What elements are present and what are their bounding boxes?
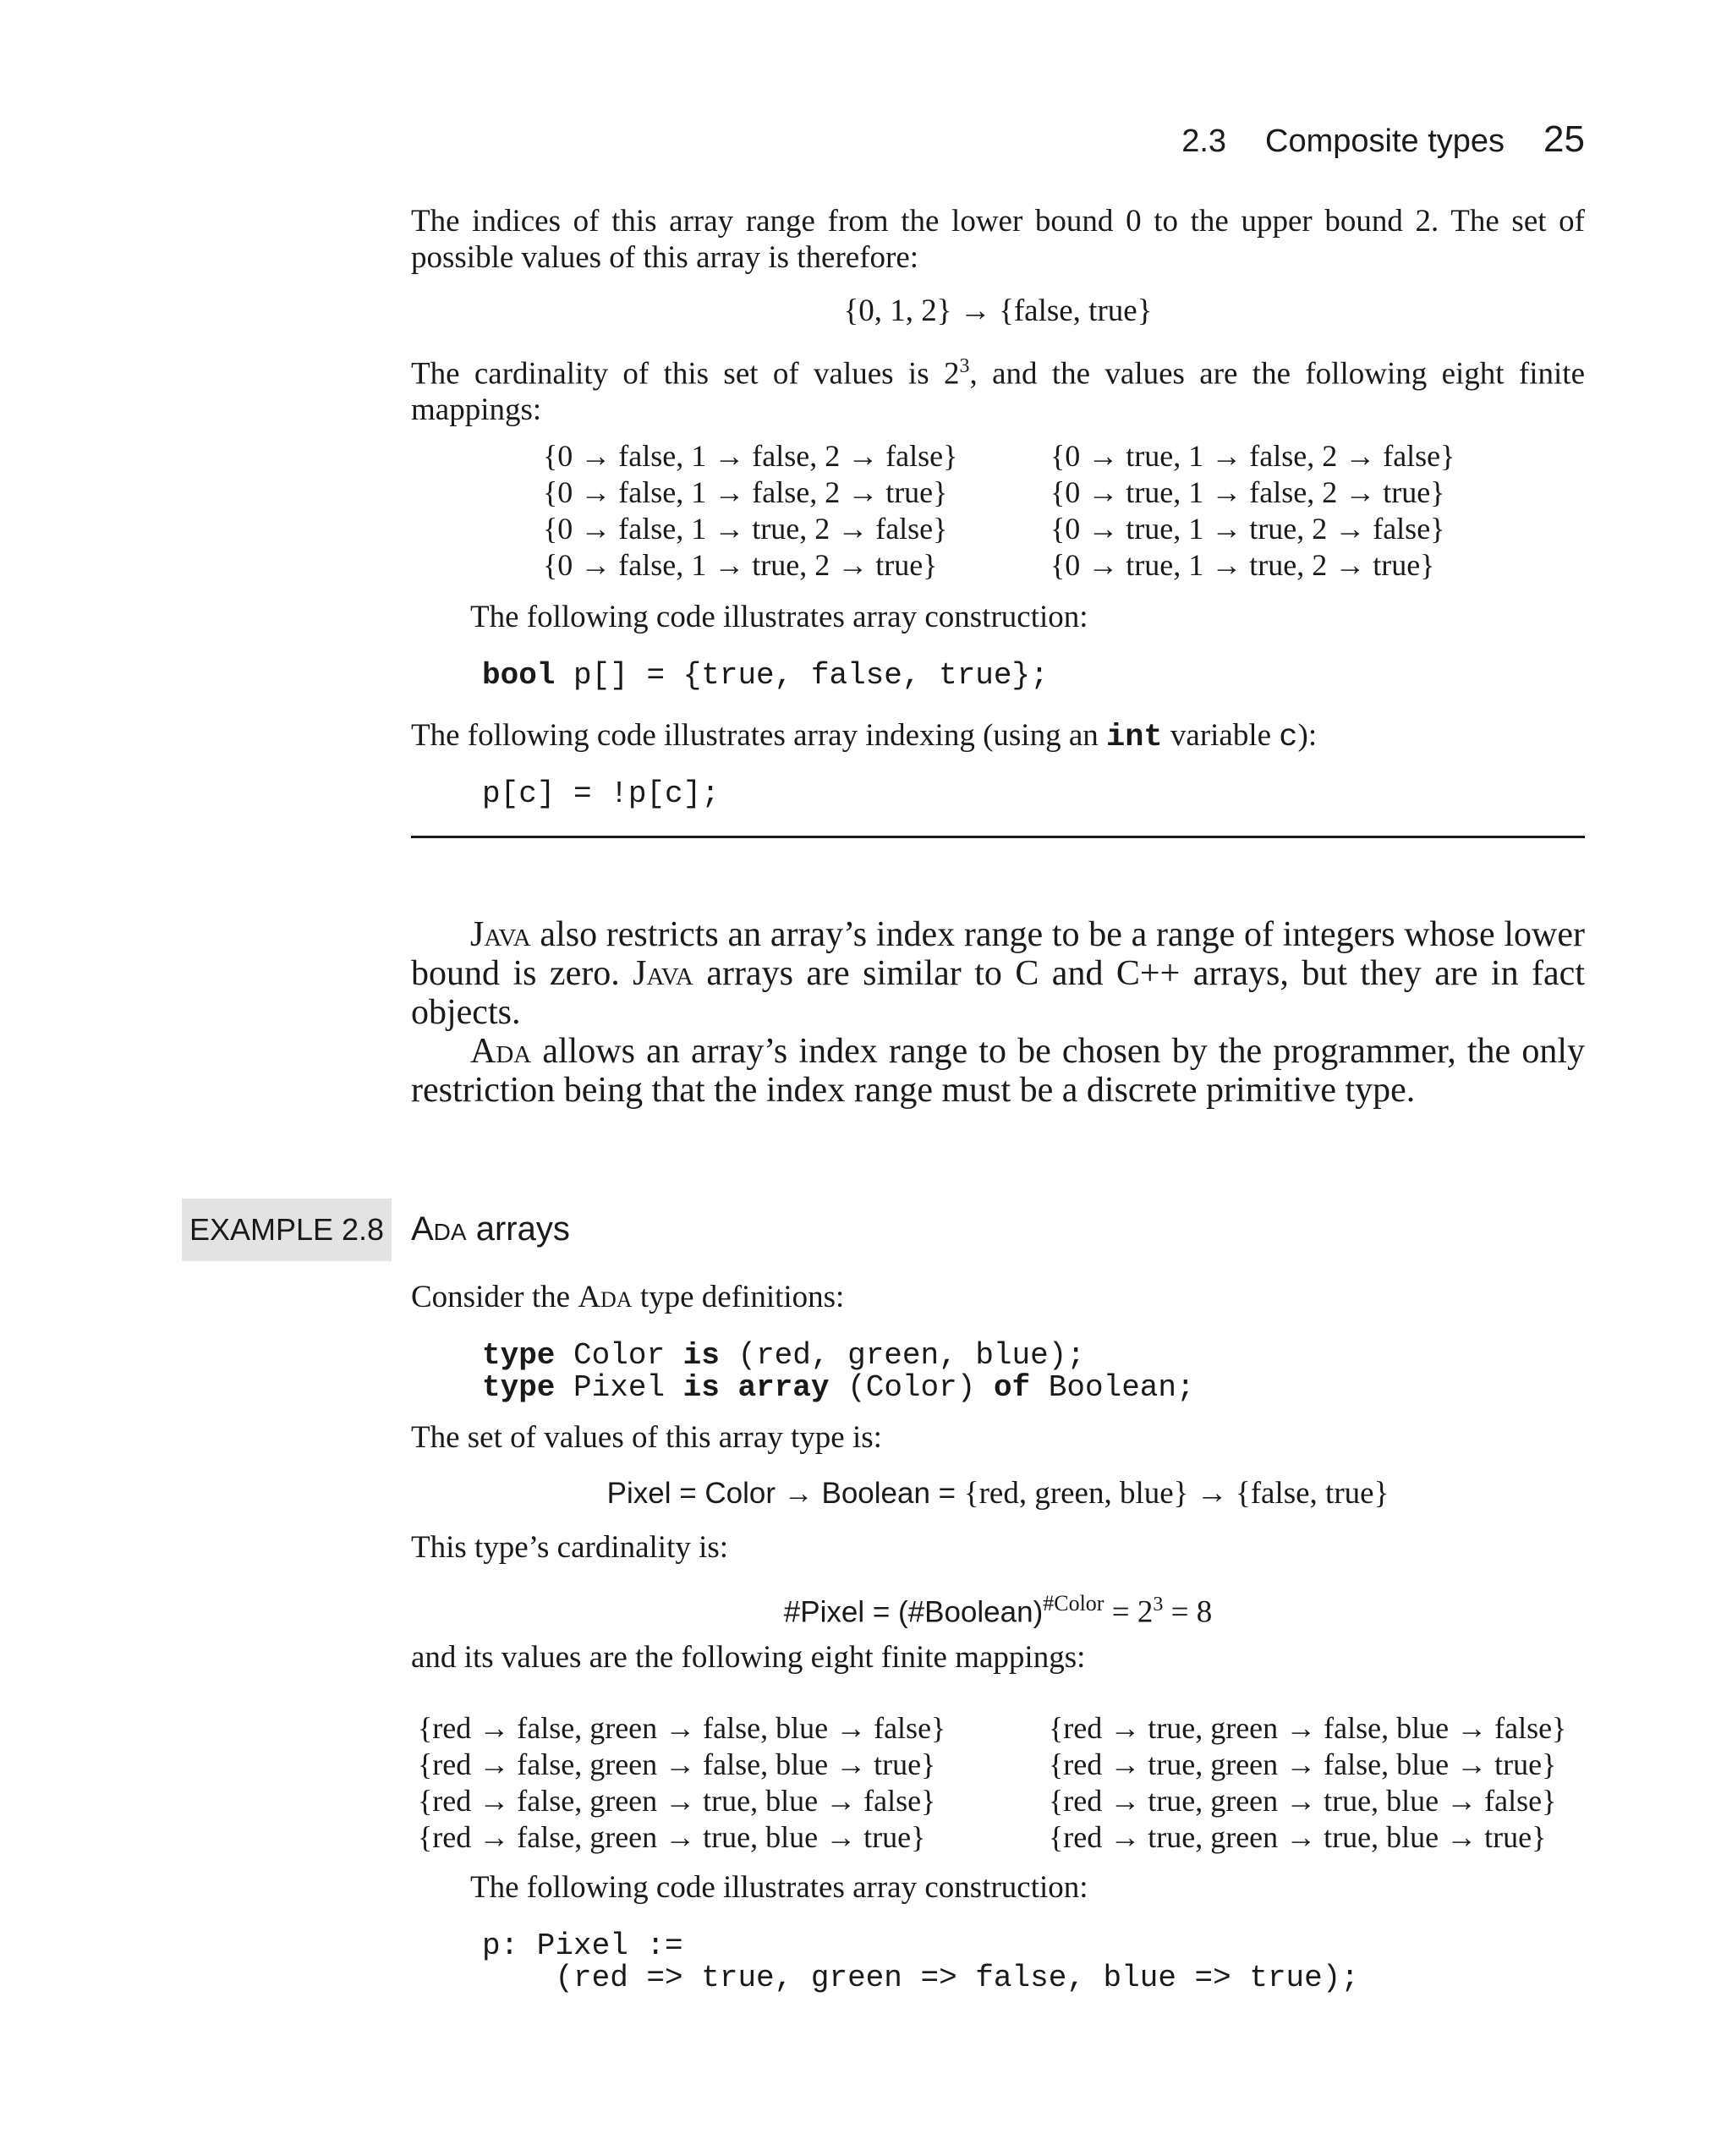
example-title-lang: Ada <box>411 1210 467 1248</box>
code-line: p: Pixel := <box>482 1928 683 1963</box>
cardinality-rhs-exp: 3 <box>1153 1594 1164 1616</box>
mapping-list <box>543 438 1455 584</box>
lang-name: Java <box>633 954 693 993</box>
example-label: EXAMPLE 2.8 <box>182 1199 392 1261</box>
code-keyword: type <box>482 1370 556 1405</box>
cardinality-sup: #Color <box>1043 1591 1104 1616</box>
cardinality-text: The cardinality of this set of values is 2 <box>411 356 960 392</box>
indexing-text-post: ): <box>1297 718 1318 753</box>
construction-text-ada: The following code illustrates array construction: <box>470 1870 1088 1905</box>
consider-text-post: type definitions: <box>632 1280 845 1314</box>
mapping-item: {red → true, green → true, blue → false} <box>1049 1784 1557 1818</box>
code-text: (Color) <box>829 1370 994 1405</box>
mapping-item: {red → true, green → false, blue → true} <box>1049 1747 1557 1781</box>
code-text: Color <box>555 1338 683 1373</box>
mapping-item: {0 → true, 1 → true, 2 → false} <box>1050 512 1445 546</box>
java-text-1: also restricts an array’s index range to be a range of integers whose lower bound is zero. <box>411 915 1585 993</box>
values-text: and its values are the following eight finite mappings: <box>411 1640 1086 1675</box>
set-text: The set of values of this array type is: <box>411 1420 882 1455</box>
mapping-item: {0 → true, 1 → false, 2 → true} <box>1050 475 1445 509</box>
code-construction <box>482 660 1049 692</box>
set-expr-types: Pixel = Color → Boolean = <box>606 1477 964 1510</box>
code-keyword: array <box>737 1370 830 1405</box>
inline-code-keyword: int <box>1106 720 1163 755</box>
mapping-item: {red → true, green → true, blue → true} <box>1049 1820 1547 1854</box>
inline-code-var: c <box>1279 720 1298 755</box>
code-line <box>482 1340 1195 1372</box>
code-keyword: bool <box>482 658 556 693</box>
cardinality-lhs: #Pixel = (#Boolean) <box>783 1595 1044 1629</box>
lang-name: Java <box>470 915 531 954</box>
cardinality-paragraph <box>411 348 1585 428</box>
lang-name: Ada <box>470 1032 532 1071</box>
mapping-item: {0 → false, 1 → false, 2 → false} <box>543 439 958 473</box>
cardinality-exponent: 3 <box>959 355 970 377</box>
mapping-item: {red → false, green → true, blue → true} <box>418 1820 926 1854</box>
cardinality-text-ada: This type’s cardinality is: <box>411 1530 729 1565</box>
consider-text: Consider the <box>411 1280 578 1314</box>
set-expr-values: {red, green, blue} → {false, true} <box>963 1476 1389 1511</box>
mapping-list-ada <box>418 1710 1566 1856</box>
mapping-item: {0 → true, 1 → true, 2 → true} <box>1050 548 1435 582</box>
ada-paragraph <box>411 1032 1585 1110</box>
cardinality-rhs-post: = 8 <box>1163 1594 1213 1630</box>
code-text: p[] = {true, false, true}; <box>555 658 1049 693</box>
java-paragraph <box>411 915 1585 1032</box>
code-indexing: p[c] = !p[c]; <box>482 776 720 811</box>
example-title <box>411 1210 570 1248</box>
code-text: Pixel <box>555 1370 683 1405</box>
cardinality-expression <box>411 1585 1585 1630</box>
mapping-item: {0 → false, 1 → false, 2 → true} <box>543 475 948 509</box>
code-text: Boolean; <box>1030 1370 1195 1405</box>
section-title: Composite types <box>1265 123 1505 159</box>
mapping-item: {red → false, green → true, blue → false} <box>418 1784 936 1818</box>
code-keyword: is <box>682 1338 720 1373</box>
indexing-text: The following code illustrates array indexing (using an <box>411 718 1107 753</box>
indexing-text-mid: variable <box>1162 718 1280 753</box>
section-number: 2.3 <box>1181 123 1227 159</box>
mapping-item: {red → true, green → false, blue → false} <box>1049 1711 1567 1745</box>
java-text-2: arrays are similar to C and C++ arrays, but they are in fact objects. <box>411 954 1585 1032</box>
code-text <box>720 1370 738 1405</box>
set-expression-text: {0, 1, 2} → {false, true} <box>843 294 1153 328</box>
mapping-item: {0 → true, 1 → false, 2 → false} <box>1050 439 1455 473</box>
construction-text: The following code illustrates array construction: <box>470 600 1088 634</box>
intro-paragraph: The indices of this array range from the lower bound 0 to the upper bound 2. The set of possible values of this array is therefore: <box>411 204 1585 275</box>
cardinality-text-post: , and the values are the following eight finite mappings: <box>411 356 1586 428</box>
mapping-item: {0 → false, 1 → true, 2 → true} <box>543 548 938 582</box>
indexing-paragraph <box>411 717 1585 756</box>
page-number: 25 <box>1543 118 1585 160</box>
body-text <box>411 915 1585 1110</box>
set-expression <box>411 293 1585 329</box>
consider-paragraph <box>411 1279 1585 1315</box>
running-header <box>1181 118 1585 161</box>
code-keyword: of <box>993 1370 1031 1405</box>
code-type-definitions <box>482 1340 1195 1404</box>
code-line <box>482 1372 1195 1404</box>
mapping-item: {0 → false, 1 → true, 2 → false} <box>543 512 948 546</box>
code-line: (red => true, green => false, blue => true); <box>482 1961 1359 1995</box>
code-keyword: type <box>482 1338 556 1373</box>
lang-name: Ada <box>578 1280 633 1314</box>
mapping-item: {red → false, green → false, blue → false} <box>418 1711 946 1745</box>
example-end-rule <box>411 836 1585 838</box>
cardinality-rhs: = 2 <box>1104 1594 1154 1630</box>
set-expression-ada <box>411 1475 1585 1511</box>
code-text: (red, green, blue); <box>719 1338 1085 1373</box>
mapping-item: {red → false, green → false, blue → true} <box>418 1747 936 1781</box>
example-title-rest: arrays <box>466 1210 570 1248</box>
code-pixel-construction <box>482 1930 1359 1994</box>
ada-text: allows an array’s index range to be chosen by the programmer, the only restriction being that the index range must be a discrete primitive type. <box>411 1032 1585 1110</box>
code-keyword: is <box>682 1370 720 1405</box>
